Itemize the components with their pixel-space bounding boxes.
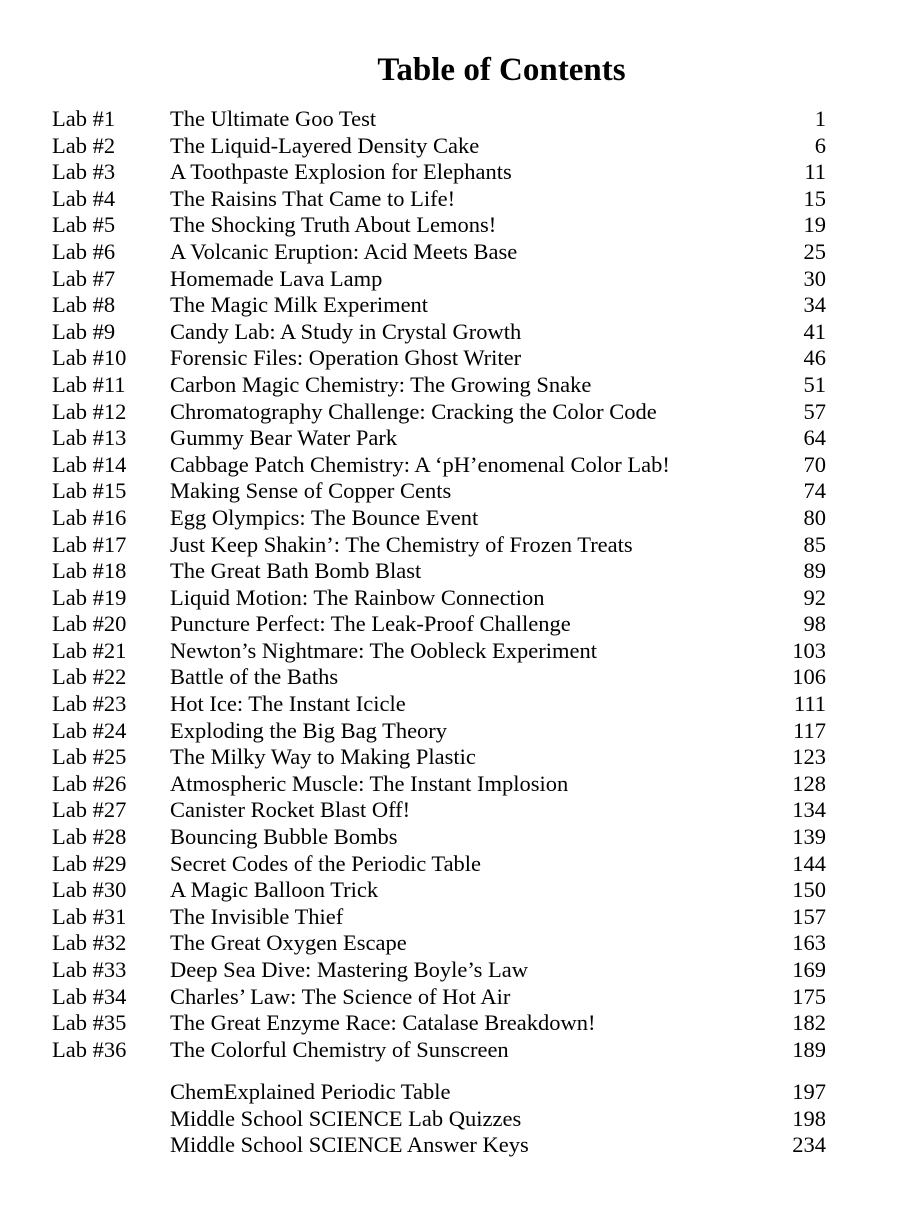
toc-row: [52, 478, 826, 505]
lab-title: Liquid Motion: The Rainbow Connection: [170, 584, 545, 610]
lab-number: Lab #18: [52, 558, 127, 584]
toc-row: [52, 797, 826, 824]
page-number: 150: [792, 877, 826, 903]
lab-title: Candy Lab: A Study in Crystal Growth: [170, 318, 522, 344]
lab-title: The Invisible Thief: [170, 903, 344, 929]
toc-row: [52, 904, 826, 931]
lab-title: Cabbage Patch Chemistry: A ‘pH’enomenal Color Lab!: [170, 451, 670, 477]
page-number: 70: [803, 451, 826, 477]
lab-number: Lab #19: [52, 584, 127, 610]
page-number: 106: [792, 664, 826, 690]
page-number: 182: [792, 1010, 826, 1036]
toc-row: [52, 744, 826, 771]
page-number: 85: [803, 531, 826, 557]
lab-number: Lab #6: [52, 238, 116, 264]
lab-number: Lab #15: [52, 478, 127, 504]
page-number: 189: [792, 1036, 826, 1062]
toc-row: [52, 664, 826, 691]
lab-title: The Raisins That Came to Life!: [170, 185, 456, 211]
page-number: 139: [792, 824, 826, 850]
lab-title: Secret Codes of the Periodic Table: [170, 850, 482, 876]
toc-row: [52, 133, 826, 160]
page-number: 157: [792, 903, 826, 929]
appendix-title: Middle School SCIENCE Answer Keys: [170, 1132, 529, 1158]
lab-title: Bouncing Bubble Bombs: [170, 824, 398, 850]
lab-title: Homemade Lava Lamp: [170, 265, 383, 291]
lab-title: Forensic Files: Operation Ghost Writer: [170, 345, 522, 371]
lab-title: Chromatography Challenge: Cracking the Color Code: [170, 398, 657, 424]
lab-number: Lab #4: [52, 185, 116, 211]
page-number: 11: [804, 159, 826, 185]
lab-title: Gummy Bear Water Park: [170, 425, 398, 451]
toc-row: [52, 186, 826, 213]
lab-title: The Ultimate Goo Test: [170, 106, 377, 131]
lab-title: Making Sense of Copper Cents: [170, 478, 452, 504]
lab-title: The Liquid-Layered Density Cake: [170, 132, 480, 158]
page-number: 64: [803, 425, 826, 451]
lab-title: The Great Oxygen Escape: [170, 930, 407, 956]
toc-row: [52, 824, 826, 851]
lab-list: [52, 106, 826, 1063]
page-number: 51: [803, 371, 826, 397]
lab-number: Lab #13: [52, 425, 127, 451]
lab-title: Deep Sea Dive: Mastering Boyle’s Law: [170, 957, 529, 982]
lab-number: Lab #9: [52, 318, 116, 344]
lab-number: Lab #36: [52, 1036, 127, 1062]
page-number: 89: [803, 558, 826, 584]
toc-row: [52, 345, 826, 372]
lab-title: Charles’ Law: The Science of Hot Air: [170, 983, 511, 1009]
lab-title: Exploding the Big Bag Theory: [170, 717, 448, 743]
page-number: 15: [803, 185, 826, 211]
lab-number: Lab #3: [52, 159, 116, 185]
toc-row: [52, 319, 826, 346]
toc-row: [52, 1010, 826, 1037]
lab-title: Puncture Perfect: The Leak-Proof Challenge: [170, 611, 571, 637]
lab-number: Lab #32: [52, 930, 127, 956]
lab-title: A Magic Balloon Trick: [170, 877, 379, 903]
page-number: 144: [792, 850, 826, 876]
page-number: 123: [792, 744, 826, 770]
toc-row: [52, 638, 826, 665]
lab-number: Lab #21: [52, 637, 127, 663]
lab-number: Lab #20: [52, 611, 127, 637]
lab-title: The Magic Milk Experiment: [170, 292, 429, 318]
toc-row: [52, 851, 826, 878]
appendix-row: [52, 1079, 826, 1106]
lab-number: Lab #27: [52, 797, 127, 823]
lab-number: Lab #35: [52, 1010, 127, 1036]
lab-title: Battle of the Baths: [170, 664, 339, 690]
lab-title: The Shocking Truth About Lemons!: [170, 212, 497, 238]
toc-row: [52, 106, 826, 133]
toc-row: [52, 1037, 826, 1064]
page-number: 134: [792, 797, 826, 823]
appendix-row: [52, 1106, 826, 1133]
page-number: 198: [792, 1105, 826, 1131]
lab-title: A Toothpaste Explosion for Elephants: [170, 159, 512, 185]
page-number: 103: [792, 637, 826, 663]
page-number: 30: [803, 265, 826, 291]
page-number: 117: [793, 717, 826, 743]
toc-row: [52, 266, 826, 293]
appendix-row: [52, 1132, 826, 1159]
lab-number: Lab #29: [52, 850, 127, 876]
lab-number: Lab #1: [52, 106, 116, 131]
lab-number: Lab #25: [52, 744, 127, 770]
page-number: 98: [803, 611, 826, 637]
toc-row: [52, 930, 826, 957]
page-number: 80: [803, 504, 826, 530]
toc-row: [52, 399, 826, 426]
toc-row: [52, 558, 826, 585]
page-number: 169: [792, 957, 826, 982]
page-title: Table of Contents: [377, 52, 626, 88]
lab-title: Egg Olympics: The Bounce Event: [170, 504, 479, 530]
page-number: 175: [792, 983, 826, 1009]
toc-row: [52, 532, 826, 559]
lab-number: Lab #7: [52, 265, 116, 291]
appendix-title: ChemExplained Periodic Table: [170, 1079, 451, 1104]
lab-number: Lab #30: [52, 877, 127, 903]
lab-title: The Great Enzyme Race: Catalase Breakdown!: [170, 1010, 596, 1036]
lab-number: Lab #10: [52, 345, 127, 371]
toc-row: [52, 159, 826, 186]
lab-number: Lab #14: [52, 451, 127, 477]
toc-row: [52, 771, 826, 798]
lab-number: Lab #8: [52, 292, 116, 318]
lab-title: The Colorful Chemistry of Sunscreen: [170, 1036, 509, 1062]
page-number: 57: [803, 398, 826, 424]
toc-row: [52, 718, 826, 745]
page-number: 6: [814, 132, 826, 158]
lab-title: Atmospheric Muscle: The Instant Implosion: [170, 770, 569, 796]
lab-number: Lab #34: [52, 983, 127, 1009]
lab-title: The Milky Way to Making Plastic: [170, 744, 476, 770]
toc-row: [52, 957, 826, 984]
lab-number: Lab #23: [52, 691, 127, 717]
toc-row: [52, 425, 826, 452]
lab-number: Lab #17: [52, 531, 127, 557]
page-number: 163: [792, 930, 826, 956]
page-number: 197: [792, 1079, 826, 1104]
page-number: 1: [814, 106, 826, 131]
toc-row: [52, 505, 826, 532]
lab-title: The Great Bath Bomb Blast: [170, 558, 422, 584]
lab-title: Hot Ice: The Instant Icicle: [170, 691, 406, 717]
lab-number: Lab #24: [52, 717, 127, 743]
appendix-title: Middle School SCIENCE Lab Quizzes: [170, 1105, 522, 1131]
page-number: 111: [793, 691, 826, 717]
appendix-list: [52, 1079, 826, 1159]
page-number: 41: [803, 318, 826, 344]
lab-number: Lab #31: [52, 903, 127, 929]
toc-row: [52, 611, 826, 638]
page-number: 46: [803, 345, 826, 371]
toc-row: [52, 691, 826, 718]
lab-number: Lab #12: [52, 398, 127, 424]
lab-number: Lab #33: [52, 957, 127, 982]
page-number: 25: [803, 238, 826, 264]
lab-number: Lab #2: [52, 132, 116, 158]
lab-number: Lab #28: [52, 824, 127, 850]
lab-number: Lab #16: [52, 504, 127, 530]
lab-title: Canister Rocket Blast Off!: [170, 797, 411, 823]
toc-row: [52, 585, 826, 612]
page-number: 128: [792, 770, 826, 796]
lab-number: Lab #11: [52, 371, 126, 397]
toc-row: [52, 372, 826, 399]
toc-row: [52, 239, 826, 266]
toc-row: [52, 452, 826, 479]
lab-title: Carbon Magic Chemistry: The Growing Snake: [170, 371, 592, 397]
lab-number: Lab #5: [52, 212, 116, 238]
page-number: 74: [803, 478, 826, 504]
lab-title: Newton’s Nightmare: The Oobleck Experiment: [170, 637, 597, 663]
page-number: 19: [803, 212, 826, 238]
toc-row: [52, 984, 826, 1011]
page-number: 34: [803, 292, 826, 318]
lab-number: Lab #22: [52, 664, 127, 690]
lab-number: Lab #26: [52, 770, 127, 796]
page-number: 234: [792, 1132, 826, 1158]
toc-row: [52, 292, 826, 319]
lab-title: Just Keep Shakin’: The Chemistry of Frozen Treats: [170, 531, 633, 557]
toc-row: [52, 877, 826, 904]
lab-title: A Volcanic Eruption: Acid Meets Base: [170, 238, 518, 264]
toc-row: [52, 212, 826, 239]
page-number: 92: [803, 584, 826, 610]
